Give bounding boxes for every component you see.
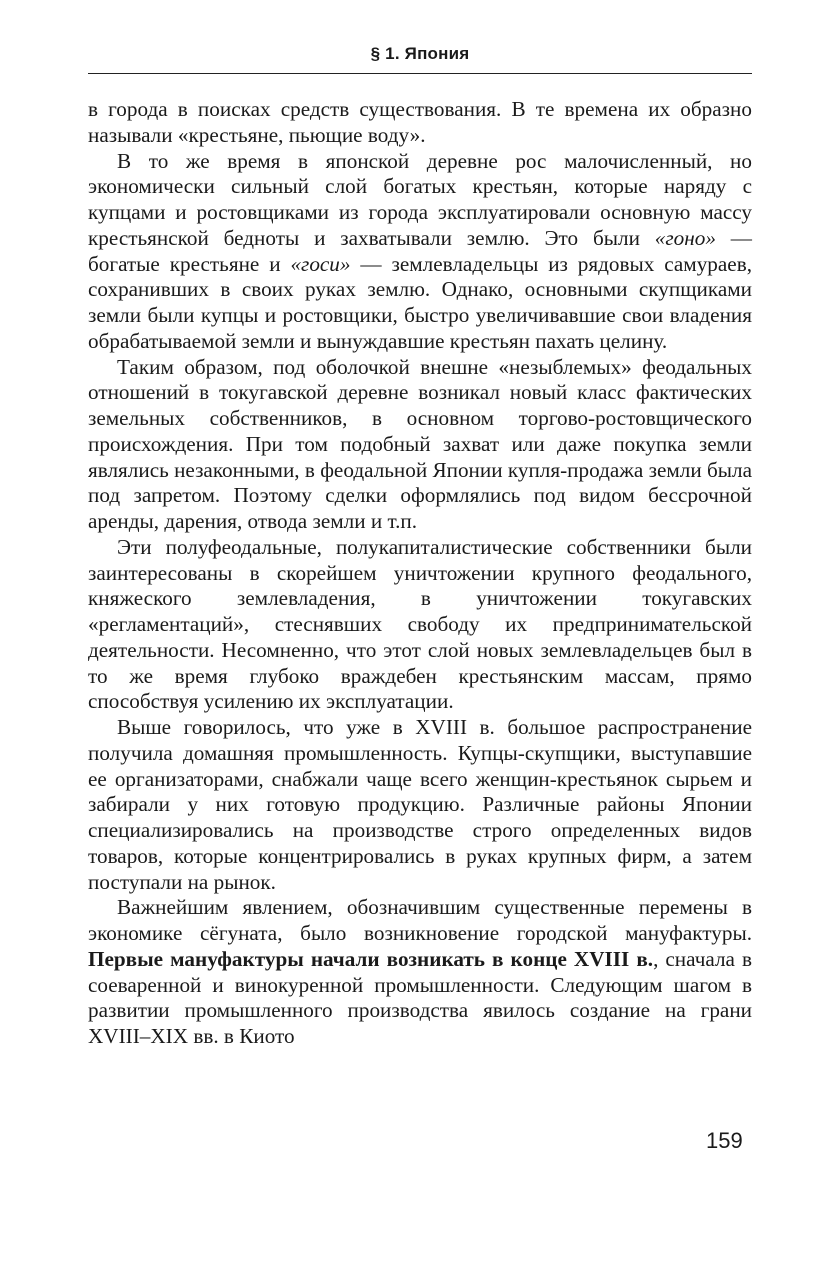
header-rule [88, 73, 752, 74]
paragraph-6-bold-statement: Первые мануфактуры начали возникать в конце XVIII в. [88, 946, 654, 971]
paragraph-6 [88, 895, 752, 1050]
page-number: 159 [706, 1128, 743, 1153]
term-gosi: «госи» [290, 251, 351, 276]
running-header: § 1. Япония [370, 44, 470, 63]
paragraph-1: в города в поисках средств существования. В те времена их образно называли «крестьяне, пьющие воду». [88, 97, 752, 147]
paragraph-5: Выше говорилось, что уже в XVIII в. большое распространение получила домашняя промышленность. Купцы-скупщики, выступавшие ее организаторами, снабжали чаще всего женщин-крестьянок сырьем и забирали у них готовую продукцию. Различные районы Японии специализировались на производстве строго определенных видов товаров, которые концентрировались в руках крупных фирм, а затем поступали на рынок. [88, 715, 752, 894]
paragraph-2-part-2: — богатые крестьяне и [88, 225, 752, 276]
paragraph-6-part-1: Важнейшим явлением, обозначившим существенные перемены в экономике сёгуната, было возникновение городской мануфактуры. [88, 895, 752, 945]
body-text [88, 97, 752, 1050]
paragraph-6-part-2: , сначала в соеваренной и винокуренной промышленности. Следующим шагом в развитии промышленного производства явилось создание на грани XVIII–XIX вв. в Киото [88, 946, 752, 1048]
paragraph-2-part-1: В то же время в японской деревне рос малочисленный, но экономически сильный слой богатых крестьян, которые наряду с купцами и ростовщиками из города эксплуатировали основную массу крестьянской бедноты и захватывали землю. Это были [88, 148, 752, 250]
paragraph-2-part-3: — землевладельцы из рядовых самураев, сохранивших в своих руках землю. Однако, основными скупщиками земли были купцы и ростовщики, быстро увеличивавшие свои владения обрабатываемой земли и вынуждавшие крестьян пахать целину. [88, 251, 752, 353]
paragraph-4: Эти полуфеодальные, полукапиталистические собственники были заинтересованы в скорейшем уничтожении крупного феодального, княжеского землевладения, в уничтожении токугавских «регламентаций», стеснявших свободу их предпринимательской деятельности. Несомненно, что этот слой новых землевладельцев был в то же время глубоко враждебен крестьянским массам, прямо способствуя усилению их эксплуатации. [88, 534, 752, 714]
term-gono: «гоно» [654, 225, 716, 250]
paragraph-3: Таким образом, под оболочкой внешне «незыблемых» феодальных отношений в токугавской деревне возникал новый класс фактических земельных собственников, в основном торгово-ростовщического происхождения. При том подобный захват или даже покупка земли являлись незаконными, в феодальной Японии купля-продажа земли была под запретом. Поэтому сделки оформлялись под видом бессрочной аренды, дарения, отвода земли и т.п. [88, 354, 752, 533]
paragraph-2 [88, 149, 752, 355]
